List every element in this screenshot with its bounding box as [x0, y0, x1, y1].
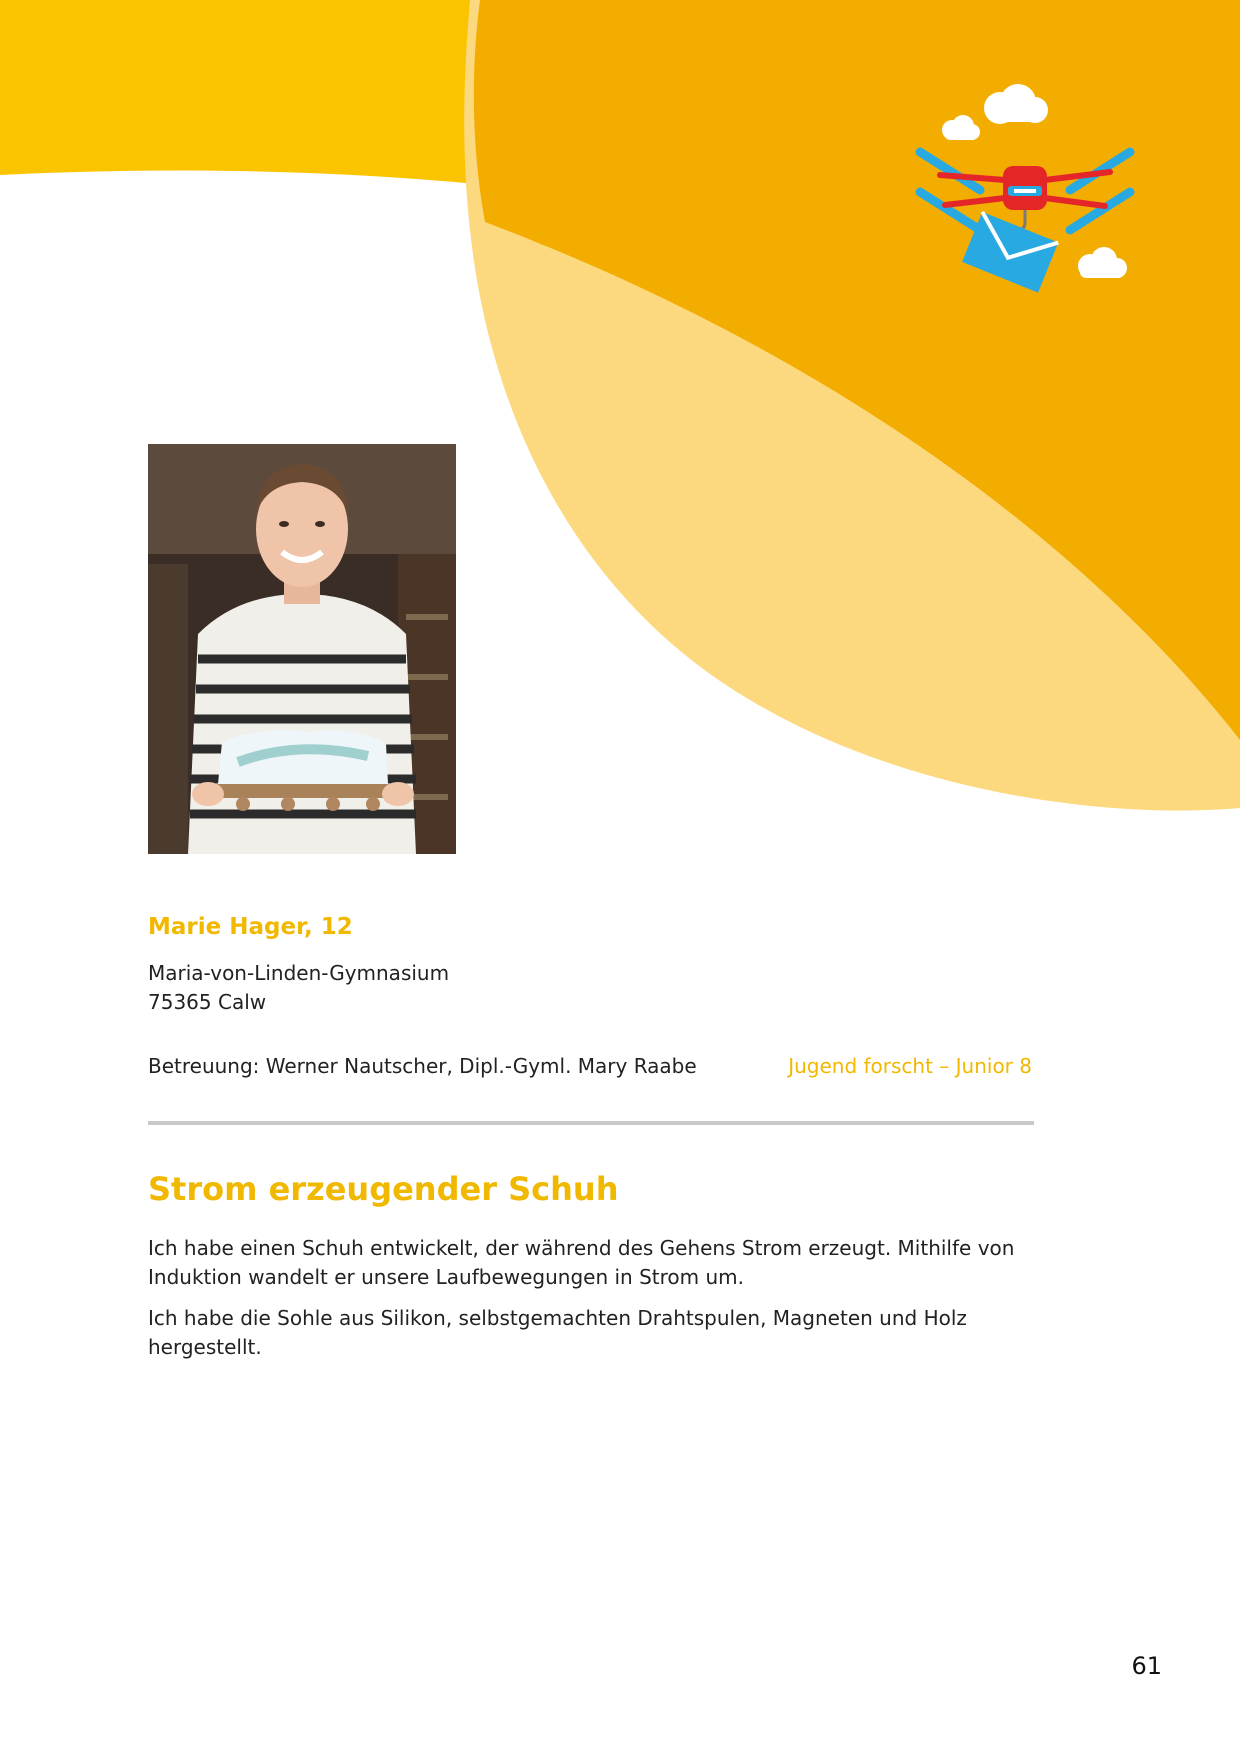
page-number: 61: [1131, 1652, 1162, 1680]
student-name: Marie Hager, 12: [148, 914, 353, 940]
drone-delivering-envelope-icon: [900, 80, 1150, 300]
school-city: 75365 Calw: [148, 990, 267, 1014]
supervision-line: Betreuung: Werner Nautscher, Dipl.-Gyml. Mary Raabe: [148, 1054, 697, 1078]
divider: [148, 1121, 1034, 1125]
project-title: Strom erzeugender Schuh: [148, 1170, 619, 1208]
competition-category: Jugend forscht – Junior 8: [788, 1054, 1032, 1078]
project-paragraph: Ich habe die Sohle aus Silikon, selbstgemachten Drahtspulen, Magneten und Holz hergestellt.: [148, 1306, 967, 1359]
project-paragraph: Ich habe einen Schuh entwickelt, der während des Gehens Strom erzeugt. Mithilfe von Induktion wandelt er unsere Laufbewegungen in Strom um.: [148, 1236, 1015, 1289]
portrait-photo: [148, 444, 456, 854]
school-name: Maria-von-Linden-Gymnasium: [148, 961, 450, 985]
